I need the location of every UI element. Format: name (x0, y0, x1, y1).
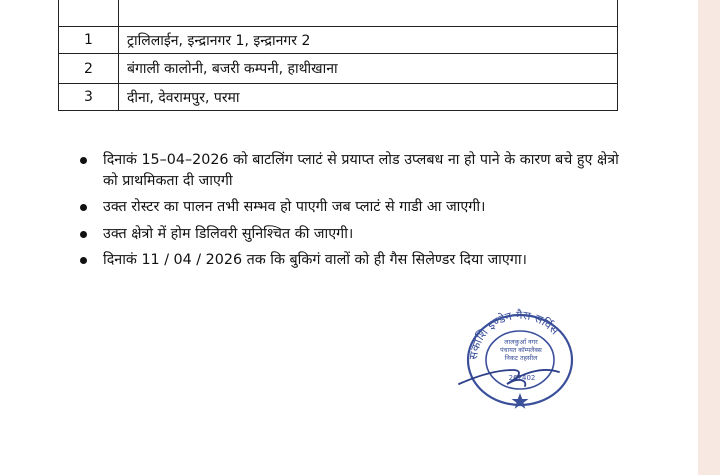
row-areas: दीना, देवरामपुर, परमा (119, 84, 618, 111)
list-item (80, 197, 625, 218)
table-row (59, 84, 618, 111)
table-row (59, 54, 618, 84)
table-row (59, 27, 618, 54)
list-item (80, 150, 625, 191)
row-number: 2 (59, 54, 119, 84)
agency-stamp (455, 300, 580, 410)
roster-table (58, 0, 618, 111)
note-text: दिनाकं 11 / 04 / 2026 तक कि बुकिगं वालों को ही गैस सिलेण्डर दिया जाएगा। (103, 252, 527, 268)
notes-list (80, 150, 625, 277)
note-text: उक्त क्षेत्रो में होम डिलिवरी सुनिश्चित की जाएगी। (103, 225, 354, 242)
page-edge-strip (698, 0, 720, 475)
star-icon (512, 393, 529, 409)
row-areas: बंगाली कालोनी, बजरी कम्पनी, हाथीखाना (119, 54, 618, 84)
row-areas: ट्रालिलाईन, इन्द्रानगर 1, इन्द्रानगर 2 (119, 27, 618, 54)
bullet-icon (80, 257, 87, 264)
bullet-icon (80, 231, 87, 238)
list-item (80, 250, 625, 271)
note-text: उक्त रोस्टर का पालन तभी सम्भव हो पाएगी जब प्लाटं से गाडी आ जाएगी। (103, 199, 486, 215)
row-number: 3 (59, 84, 119, 111)
table-header-row (59, 0, 618, 27)
stamp-ring-text: सकाशि इण्डेन गैस सर्विस (465, 307, 562, 361)
stamp-line-3: निकट तहसील (504, 354, 538, 362)
bullet-icon (80, 204, 87, 211)
stamp-pin: 262402 (508, 374, 536, 382)
stamp-line-2: पंचायत कॉम्पलैक्स (500, 347, 542, 354)
table-cell (119, 0, 618, 27)
list-item (80, 224, 625, 245)
table-cell (59, 0, 119, 27)
stamp-line-1: लालकुआँ नगर (504, 338, 538, 346)
note-text: दिनाकं 15–04–2026 को बाटलिंग प्लाटं से प्रयाप्त लोड उप्लबध ना हो पाने के कारण बचे हुए क्षेत्रो को प्राथमिकता दी जाएगी (103, 152, 619, 189)
row-number: 1 (59, 27, 119, 54)
bullet-icon (80, 157, 87, 164)
